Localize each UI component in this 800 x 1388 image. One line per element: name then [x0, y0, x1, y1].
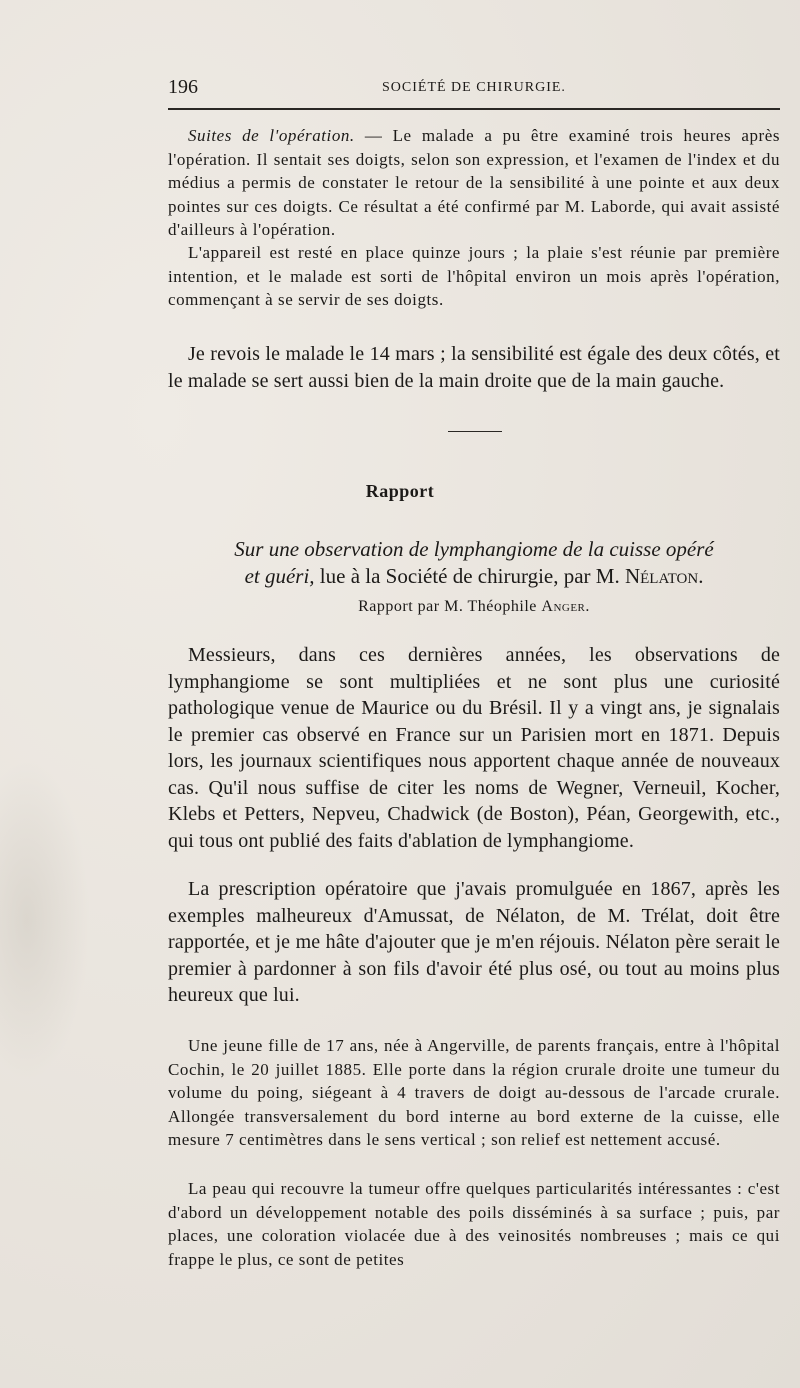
- report-title-italic: et guéri,: [244, 564, 315, 588]
- paper-stain: [0, 760, 90, 1080]
- reporter-prefix: Rapport par M. Théophile: [358, 598, 542, 615]
- page-header: [168, 76, 780, 100]
- separator-rule: [448, 431, 502, 432]
- reporter-name: Anger: [541, 598, 586, 615]
- report-title-line2: [168, 563, 780, 589]
- reporter-suffix: .: [585, 598, 590, 615]
- paragraph-body: — Le malade a pu être examiné trois heures après l'opération. Il sentait ses doigts, selon son expression, et l'examen de l'index et du médius a permis de constater le retour de la sensibilité à une pointe et aux deux pointes sur ces doigts. Ce résultat a été confirmé par M. Laborde, qui avait assisté d'ailleurs à l'opération.: [168, 126, 780, 239]
- paragraph-prescription: La prescription opératoire que j'avais promulguée en 1867, après les exemples malheureux d'Amussat, de Nélaton, de M. Trélat, doit être rapportée, et je me hâte d'ajouter que je m'en réjouis. Nélaton père serait le premier à pardonner à son fils d'avoir été plus osé, ou tout au moins plus heureux que lui.: [168, 878, 780, 1006]
- report-author: Nélaton: [624, 564, 699, 588]
- running-title: SOCIÉTÉ DE CHIRURGIE.: [382, 80, 566, 95]
- section-title: Rapport: [365, 481, 435, 501]
- reporter-line: [168, 598, 780, 616]
- page-number: 196: [168, 76, 198, 98]
- paragraph-skin: La peau qui recouvre la tumeur offre quelques particularités intéressantes : c'est d'abord un développement notable des poils disséminés à sa surface ; puis, par places, une coloration violacée due à des veinosités nombreuses ; mais ce qui frappe le plus, ce sont de petites: [168, 1179, 780, 1269]
- report-title-rest: lue à la Société de chirurgie, par M.: [314, 564, 625, 588]
- paragraph-postop: [168, 124, 780, 242]
- paragraph-followup: Je revois le malade le 14 mars ; la sensibilité est égale des deux côtés, et le malade se sert aussi bien de la main droite que de la main gauche.: [168, 343, 780, 392]
- paragraph-case: Une jeune fille de 17 ans, née à Angerville, de parents français, entre à l'hôpital Cochin, le 20 juillet 1885. Elle porte dans la région crurale droite une tumeur du volume du poing, siégeant à 4 travers de doigt au-dessous de l'arcade crurale. Allongée transversalement du bord interne au bord externe de la cuisse, elle mesure 7 centimètres dans le sens vertical ; son relief est nettement accusé.: [168, 1036, 780, 1149]
- paragraph-healing: L'appareil est resté en place quinze jours ; la plaie s'est réunie par première intention, et le malade est sorti de l'hôpital environ un mois après l'opération, commençant à se servir de ses doigts.: [168, 243, 780, 309]
- report-title-end: .: [698, 564, 704, 588]
- report-title-line1: Sur une observation de lymphangiome de la cuisse opéré: [234, 537, 714, 561]
- paragraph-lead: Suites de l'opération.: [188, 126, 355, 145]
- header-rule: [168, 108, 780, 110]
- paragraph-messieurs: Messieurs, dans ces dernières années, les observations de lymphangiome se sont multipliées et ne sont plus une curiosité pathologique venue de Maurice ou du Brésil. Il y a vingt ans, je signalais le premier cas observé en France sur un Parisien mort en 1871. Depuis lors, les journaux scientifiques nous apportent chaque année de nouveaux cas. Qu'il nous suffise de citer les noms de Wegner, Verneuil, Kocher, Klebs et Petters, Nepveu, Chadwick (de Boston), Péan, Georgewith, etc., qui tous ont publié des faits d'ablation de lymphangiome.: [168, 644, 780, 852]
